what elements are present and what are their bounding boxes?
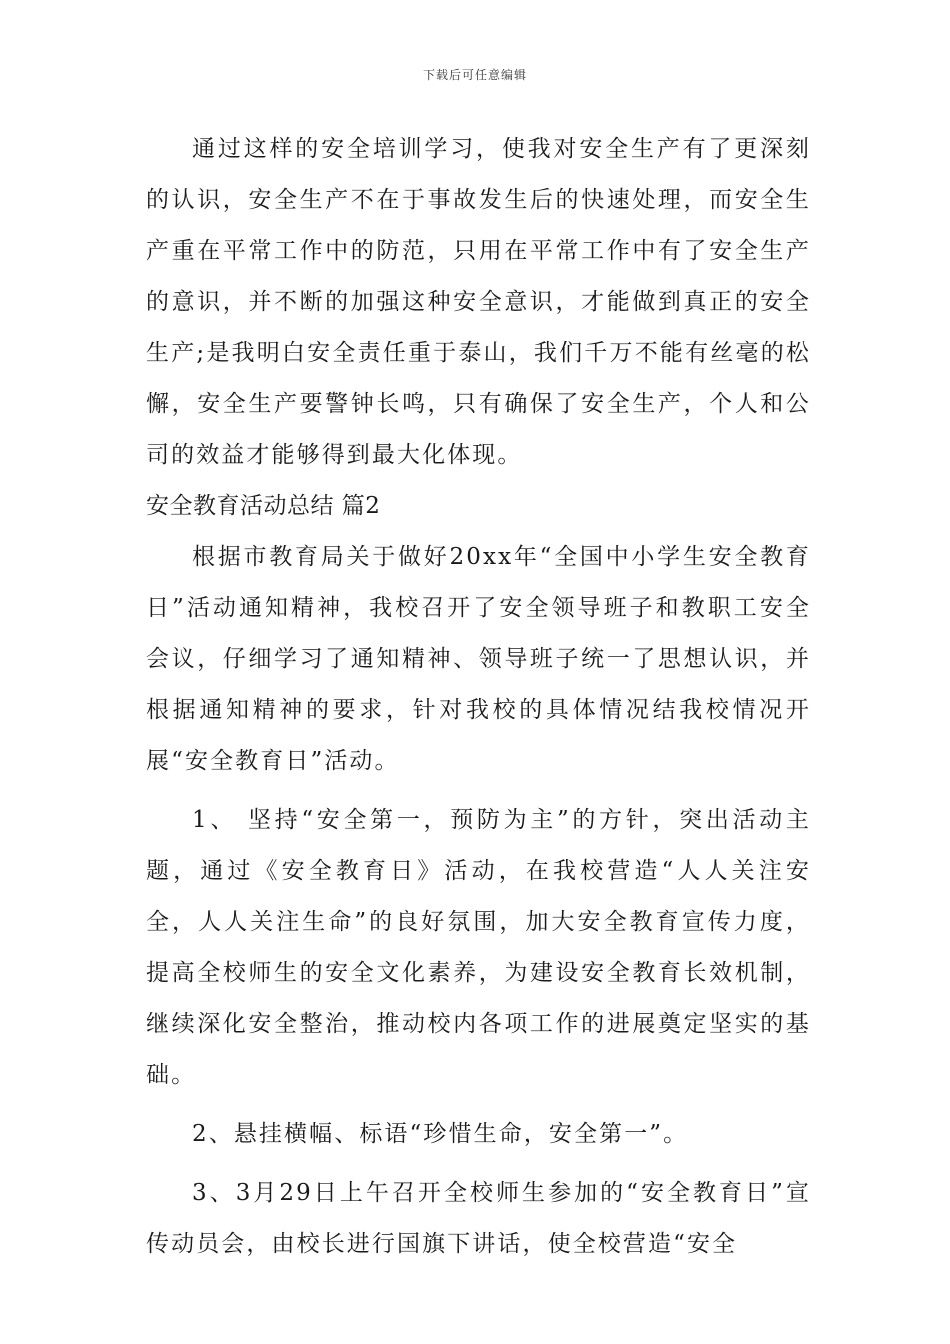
section-heading: 安全教育活动总结 篇2 (146, 493, 381, 519)
intro-paragraph: 通过这样的安全培训学习，使我对安全生产有了更深刻的认识，安全生产不在于事故发生后的快速处理，而安全生产重在平常工作中的防范，只用在平常工作中有了安全生产的意识，并不断的加强这种安全意识，才能做到真正的安全生产;是我明白安全责任重于泰山，我们千万不能有丝毫的松懈，安全生产要警钟长鸣，只有确保了安全生产，个人和公司的效益才能够得到最大化体现。 (146, 136, 811, 468)
section-paragraph: 根据市教育局关于做好20xx年“全国中小学生安全教育日”活动通知精神，我校召开了安全领导班子和教职工安全会议，仔细学习了通知精神、领导班子统一了思想认识，并根据通知精神的要求，针对我校的具体情况结我校情况开展“安全教育日”活动。 (146, 544, 811, 774)
list-item-1: 1、 坚持“安全第一，预防为主”的方针，突出活动主题，通过《安全教育日》活动，在我校营造“人人关注安全，人人关注生命”的良好氛围，加大安全教育宣传力度，提高全校师生的安全文化素养，为建设安全教育长效机制，继续深化安全整治，推动校内各项工作的进展奠定坚实的基础。 (146, 807, 811, 1088)
list-item-3: 3、3月29日上午召开全校师生参加的“安全教育日”宣传动员会，由校长进行国旗下讲话，使全校营造“安全 (146, 1180, 811, 1257)
document-body (146, 124, 811, 1270)
list-item-2: 2、悬挂横幅、标语“珍惜生命，安全第一”。 (192, 1121, 689, 1147)
page-header: 下载后可任意编辑 (422, 68, 527, 82)
